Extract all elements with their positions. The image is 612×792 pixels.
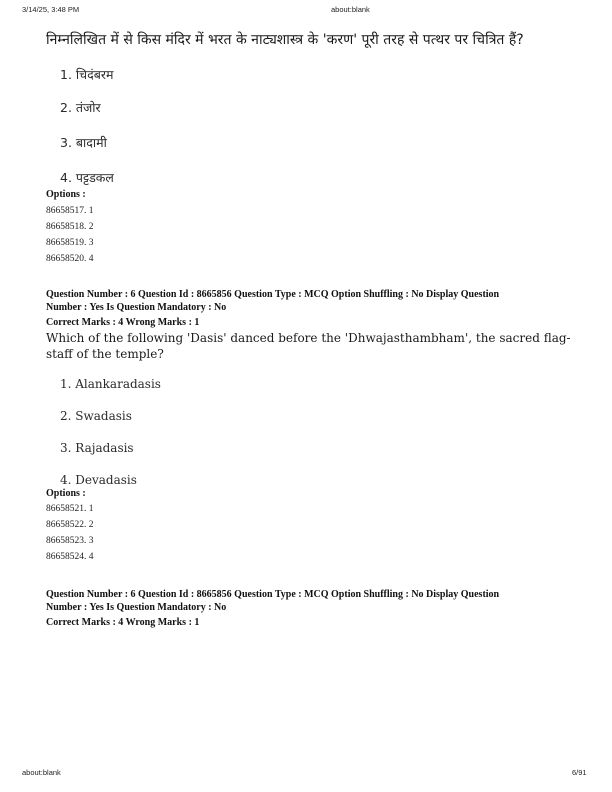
- option-id-4: 86658520. 4: [46, 254, 94, 264]
- option-id-2: 86658522. 2: [46, 520, 94, 530]
- question-marks: Correct Marks : 4 Wrong Marks : 1: [46, 317, 200, 328]
- question-meta-line2: Number : Yes Is Question Mandatory : No: [46, 602, 227, 613]
- question-meta-line2: Number : Yes Is Question Mandatory : No: [46, 302, 227, 313]
- option-1: 1. Alankaradasis: [60, 377, 161, 391]
- option-2: 2. तंजोर: [60, 100, 101, 115]
- options-label: Options :: [46, 189, 86, 200]
- option-1: 1. चिदंबरम: [60, 67, 114, 82]
- question-meta-line1: Question Number : 6 Question Id : 8665856 Question Type : MCQ Option Shuffling : No Display Question: [46, 289, 500, 300]
- option-2: 2. Swadasis: [60, 409, 132, 423]
- option-id-3: 86658519. 3: [46, 238, 94, 248]
- option-id-3: 86658523. 3: [46, 536, 94, 546]
- question-meta-line1: Question Number : 6 Question Id : 8665856 Question Type : MCQ Option Shuffling : No Display Question: [46, 589, 500, 600]
- question-text-hindi: निम्नलिखित में से किस मंदिर में भरत के नाट्यशास्त्र के 'करण' पूरी तरह से पत्थर पर चित्रित हैं?: [46, 32, 524, 48]
- option-4: 4. Devadasis: [60, 473, 137, 487]
- question-marks: Correct Marks : 4 Wrong Marks : 1: [46, 617, 200, 628]
- option-id-1: 86658521. 1: [46, 504, 94, 514]
- print-page-title: about:blank: [331, 5, 370, 14]
- option-4: 4. पट्टडकल: [60, 170, 114, 185]
- option-3: 3. Rajadasis: [60, 441, 134, 455]
- print-datetime: 3/14/25, 3:48 PM: [22, 5, 80, 14]
- option-id-2: 86658518. 2: [46, 222, 94, 232]
- print-url: about:blank: [22, 768, 61, 777]
- option-id-1: 86658517. 1: [46, 206, 94, 216]
- option-3: 3. बादामी: [60, 135, 107, 150]
- page-number: 6/91: [572, 768, 587, 777]
- question-text: Which of the following 'Dasis' danced before the 'Dhwajasthambham', the sacred flag-staff of the temple?: [46, 331, 571, 361]
- option-id-4: 86658524. 4: [46, 552, 94, 562]
- options-label: Options :: [46, 488, 86, 499]
